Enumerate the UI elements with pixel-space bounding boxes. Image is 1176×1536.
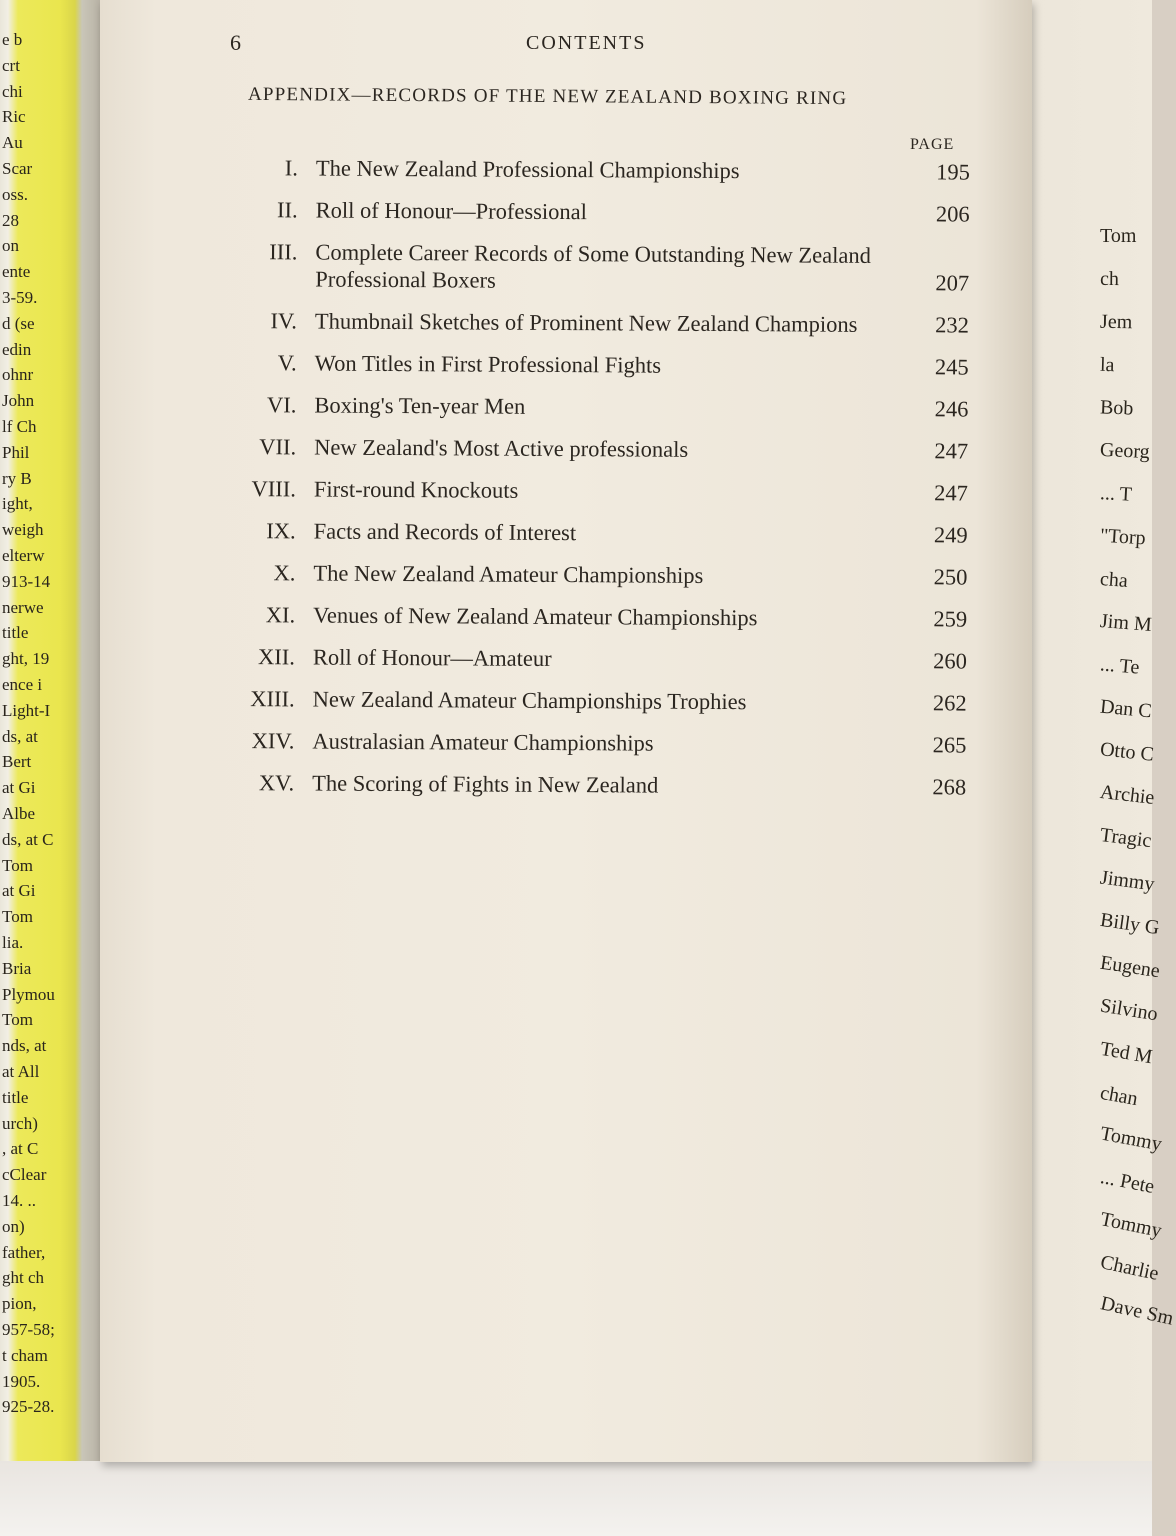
adjacent-text-fragment: nds, at — [2, 1036, 47, 1056]
contents-entry — [229, 307, 969, 339]
facing-page-text-fragment: ... T — [1099, 482, 1133, 506]
page-column-label: PAGE — [910, 136, 955, 153]
entry-title: New Zealand Amateur Championships Trophies — [312, 686, 747, 715]
entry-page: 265 — [932, 732, 967, 758]
entry-page: 247 — [934, 438, 969, 464]
contents-entry — [229, 349, 969, 381]
entry-page: 262 — [932, 690, 967, 716]
adjacent-text-fragment: ohnr — [2, 365, 34, 385]
entry-number: X. — [273, 560, 296, 586]
adjacent-book-strip — [0, 0, 100, 1536]
entry-number: XIV. — [251, 728, 295, 754]
adjacent-text-fragment: edin — [2, 339, 32, 359]
entry-number: XII. — [257, 644, 296, 670]
adjacent-text-fragment: Scar — [2, 159, 33, 178]
background-surface — [0, 1461, 1152, 1536]
adjacent-text-fragment: Albe — [2, 804, 36, 823]
adjacent-text-fragment: 28 — [2, 210, 19, 230]
contents-entry — [228, 433, 968, 465]
entry-number: VI. — [267, 392, 297, 418]
entry-number: II. — [276, 197, 298, 223]
adjacent-text-fragment: urch) — [2, 1113, 38, 1133]
facing-page-text-fragment: Jem — [1099, 310, 1133, 334]
contents-entry — [228, 517, 968, 549]
facing-page-text-fragment: Tragic — [1098, 823, 1153, 853]
adjacent-text-fragment: , at C — [2, 1139, 39, 1159]
entry-title: Thumbnail Sketches of Prominent New Zealand Champions — [314, 308, 858, 337]
facing-page-text-fragment: ... Te — [1099, 653, 1141, 679]
adjacent-text-fragment: ry B — [2, 468, 32, 488]
entry-number: XI. — [265, 602, 296, 628]
contents-entry — [226, 727, 966, 759]
adjacent-text-fragment: lia. — [2, 933, 24, 952]
facing-page-text-fragment: ... Pete — [1098, 1166, 1157, 1199]
adjacent-text-fragment: weigh — [2, 520, 44, 540]
adjacent-text-fragment: ence i — [2, 675, 43, 694]
entry-number: XIII. — [250, 686, 295, 712]
adjacent-text-fragment: nerwe — [2, 597, 44, 617]
entry-title: Won Titles in First Professional Fights — [314, 350, 662, 378]
adjacent-text-fragment: 14. .. — [2, 1191, 36, 1210]
contents-entry — [228, 391, 968, 423]
facing-page-text-fragment: Tommy — [1098, 1122, 1164, 1156]
contents-entry — [229, 238, 969, 297]
adjacent-text-fragment: cClear — [2, 1165, 47, 1185]
adjacent-text-fragment: Tom — [2, 1010, 33, 1030]
facing-page-text-fragment: Tom — [1100, 225, 1137, 247]
adjacent-text-fragment: Bert — [2, 752, 32, 772]
adjacent-text-fragment: pion, — [2, 1294, 37, 1314]
section-title: APPENDIX—RECORDS OF THE NEW ZEALAND BOXING RING — [247, 83, 848, 110]
entry-title: Roll of Honour—Professional — [315, 197, 587, 225]
facing-page-text-fragment: "Torp — [1099, 524, 1147, 550]
adjacent-text-fragment: lf Ch — [2, 417, 37, 436]
adjacent-text-fragment: John — [2, 391, 35, 411]
contents-entry — [230, 154, 970, 186]
adjacent-text-fragment: title — [2, 1087, 29, 1107]
facing-page-text-fragment: Jim M — [1099, 610, 1153, 636]
entry-number: III. — [269, 239, 298, 265]
adjacent-text-fragment: e b — [2, 30, 23, 49]
entry-number: VIII. — [251, 476, 297, 502]
adjacent-text-fragment: at Gi — [2, 881, 36, 901]
adjacent-text-fragment: Phil — [2, 442, 30, 462]
facing-page-text-fragment: Tommy — [1098, 1208, 1164, 1242]
facing-page-text-fragment: Eugene — [1098, 951, 1162, 983]
adjacent-text-fragment: ente — [2, 262, 31, 282]
adjacent-text-fragment: Plymou — [2, 984, 55, 1004]
entry-page: 247 — [934, 480, 969, 506]
contents-entry — [227, 601, 967, 633]
entry-title: Complete Career Records of Some Outstanding New Zealand Professional Boxers — [315, 239, 871, 293]
entry-title: Venues of New Zealand Amateur Championships — [313, 602, 758, 631]
adjacent-text-fragment: 3-59. — [2, 288, 38, 307]
entry-page: 259 — [933, 606, 968, 632]
adjacent-text-fragment: elterw — [2, 546, 45, 565]
contents-list — [226, 154, 970, 816]
contents-entry — [227, 685, 967, 717]
entry-page: 246 — [934, 396, 969, 422]
entry-page: 260 — [933, 648, 967, 674]
adjacent-text-fragment: ght, 19 — [2, 649, 50, 669]
contents-entry — [226, 769, 966, 801]
adjacent-text-fragment: 913-14 — [2, 571, 51, 591]
adjacent-text-fragment: on) — [2, 1216, 25, 1236]
adjacent-text-fragment: Au — [2, 133, 23, 153]
entry-page: 207 — [935, 270, 970, 296]
contents-entry — [227, 643, 967, 675]
page-number: 6 — [230, 30, 241, 55]
adjacent-text-fragment: ight, — [2, 494, 33, 514]
adjacent-text-fragment: Tom — [2, 855, 33, 875]
facing-page-text-fragment: Ted M — [1098, 1037, 1155, 1069]
adjacent-text-fragment: t cham — [2, 1345, 48, 1365]
facing-page-text-fragment: Otto C — [1099, 738, 1155, 766]
facing-page-text-fragment: Archie — [1098, 780, 1156, 810]
entry-page: 268 — [932, 774, 967, 800]
adjacent-text-fragment: at Gi — [2, 778, 36, 798]
entry-number: IX. — [266, 518, 296, 544]
entry-title: Australasian Amateur Championships — [312, 728, 654, 756]
entry-page: 206 — [935, 201, 970, 227]
entry-page: 249 — [933, 522, 968, 548]
adjacent-text-fragment: Bria — [2, 958, 32, 978]
adjacent-text-fragment: d (se — [2, 313, 35, 333]
facing-page-text-fragment: Georg — [1099, 438, 1151, 464]
facing-page-text-fragment: Bob — [1099, 396, 1134, 420]
adjacent-text-fragment: Tom — [2, 907, 33, 927]
adjacent-text-fragment: crt — [2, 55, 20, 75]
entry-number: IV. — [270, 308, 298, 334]
adjacent-text-fragment: ds, at C — [2, 829, 54, 849]
book-page — [100, 0, 1032, 1462]
adjacent-text-fragment: 1905. — [2, 1371, 41, 1391]
contents-entry — [228, 475, 968, 507]
adjacent-text-fragment: 925-28. — [2, 1397, 55, 1417]
entry-title: New Zealand's Most Active professionals — [314, 434, 689, 462]
adjacent-text-fragment: ds, at — [2, 726, 38, 746]
entry-page: 250 — [933, 564, 968, 590]
adjacent-text-fragment: Light-I — [2, 700, 51, 720]
facing-page-text-fragment: Jimmy — [1098, 866, 1156, 896]
facing-page-text-fragment: chan — [1098, 1081, 1140, 1111]
adjacent-text-fragment: 957-58; — [2, 1320, 55, 1339]
facing-page-text-fragment: ch — [1099, 267, 1119, 291]
adjacent-text-fragment: Ric — [2, 107, 26, 127]
contents-entry — [227, 559, 967, 591]
entry-number: I. — [284, 155, 298, 181]
facing-page-text-fragment: Charlie — [1098, 1251, 1161, 1285]
adjacent-text-fragment: ght ch — [2, 1268, 45, 1288]
entry-number: XV. — [258, 770, 295, 796]
entry-title: Roll of Honour—Amateur — [312, 644, 552, 671]
adjacent-text-fragment: on — [2, 236, 19, 256]
adjacent-text-fragment: oss. — [2, 184, 28, 204]
entry-title: The Scoring of Fights in New Zealand — [312, 770, 659, 798]
running-head: CONTENTS — [526, 32, 647, 54]
facing-page-text-fragment: Billy G — [1098, 908, 1161, 940]
entry-number: V. — [277, 350, 297, 376]
entry-title: The New Zealand Professional Championships — [315, 155, 740, 184]
entry-title: The New Zealand Amateur Championships — [313, 560, 704, 588]
entry-title: First-round Knockouts — [313, 476, 519, 503]
adjacent-text-fragment: father, — [2, 1242, 46, 1262]
adjacent-text-fragment: at All — [2, 1062, 40, 1081]
entry-page: 232 — [935, 312, 970, 338]
facing-page-text-fragment: Dave Sm — [1098, 1292, 1176, 1330]
entry-title: Facts and Records of Interest — [313, 518, 577, 546]
adjacent-text-fragment: title — [2, 623, 29, 643]
contents-entry — [230, 196, 970, 228]
adjacent-text-fragment: chi — [2, 81, 23, 101]
facing-page-text-fragment: cha — [1099, 568, 1129, 592]
entry-number: VII. — [259, 434, 297, 460]
facing-page-text-fragment: Silvino — [1098, 994, 1160, 1026]
facing-page-text-fragment: la — [1099, 353, 1115, 377]
entry-page: 195 — [936, 159, 970, 185]
facing-page-text-fragment: Dan C — [1099, 695, 1153, 723]
entry-page: 245 — [934, 354, 969, 380]
entry-title: Boxing's Ten-year Men — [314, 392, 526, 419]
